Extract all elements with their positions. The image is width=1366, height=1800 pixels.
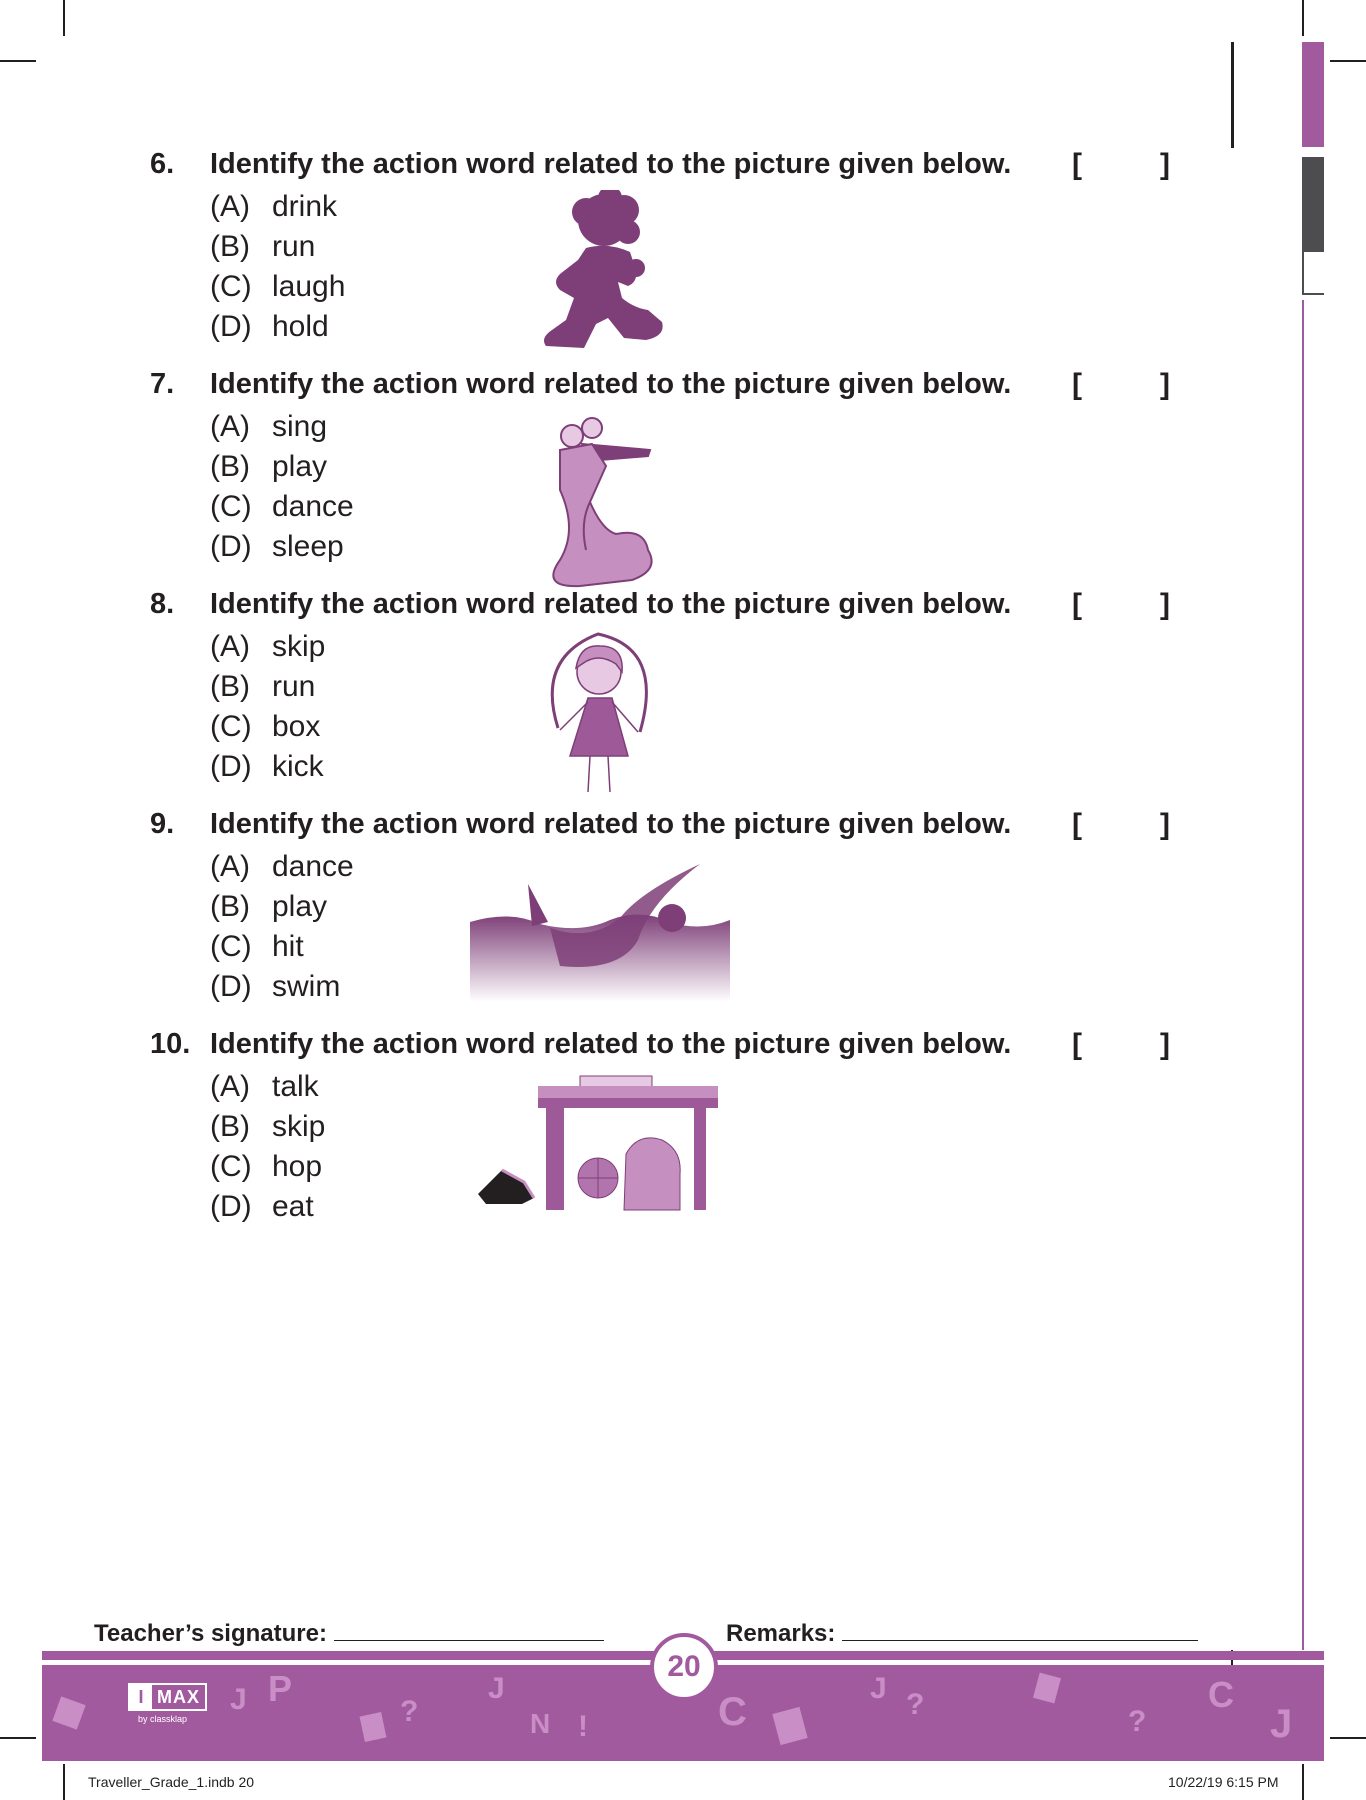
crop-mark [1330, 1737, 1366, 1739]
answer-bracket-close: ] [1160, 368, 1170, 401]
doodle-icon: J [488, 1672, 505, 1705]
question-text: Identify the action word related to the picture given below. [210, 148, 1012, 180]
doodle-icon: N [530, 1708, 551, 1739]
answer-bracket-close: ] [1160, 148, 1170, 181]
girl-skipping-rope-picture [536, 628, 666, 803]
option-c: (C) box [210, 710, 321, 743]
option-a: (A) talk [210, 1070, 319, 1103]
crop-mark [1302, 0, 1304, 36]
answer-bracket-close: ] [1160, 588, 1170, 621]
doodle-icon: ! [578, 1710, 588, 1743]
question-number: 8. [150, 588, 175, 620]
question-number: 10. [150, 1028, 191, 1060]
option-d: (D) eat [210, 1190, 314, 1223]
option-a: (A) sing [210, 410, 328, 443]
edge-tab-accent [1302, 42, 1324, 147]
answer-bracket-close: ] [1160, 1028, 1170, 1061]
option-c: (C) laugh [210, 270, 346, 303]
answer-bracket-open: [ [1072, 588, 1082, 621]
option-c: (C) hop [210, 1150, 323, 1183]
question-number: 7. [150, 368, 175, 400]
answer-bracket-open: [ [1072, 1028, 1082, 1061]
doodle-icon: C [718, 1690, 747, 1734]
option-a: (A) drink [210, 190, 338, 223]
option-c: (C) dance [210, 490, 354, 523]
margin-rule [1231, 42, 1234, 148]
crop-mark [0, 1737, 36, 1739]
option-b: (B) run [210, 230, 316, 263]
page-number: 20 [650, 1633, 718, 1701]
logo-text: MAX [157, 1687, 200, 1707]
slug-datetime: 10/22/19 6:15 PM [1168, 1774, 1279, 1790]
answer-bracket-open: [ [1072, 368, 1082, 401]
edge-rule [1302, 300, 1304, 1650]
edge-tab-outline [1302, 293, 1324, 295]
logo-subtitle: by classklap [138, 1714, 188, 1724]
doodle-icon: ? [906, 1688, 925, 1721]
option-d: (D) sleep [210, 530, 344, 563]
crop-mark [0, 60, 36, 62]
teacher-signature [94, 1618, 604, 1648]
teacher-signature-blank[interactable] [334, 1618, 604, 1641]
option-b: (B) skip [210, 1110, 326, 1143]
doodle-icon: J [230, 1683, 247, 1716]
option-b: (B) run [210, 670, 316, 703]
doodle-icon: P [268, 1668, 293, 1709]
doodle-icon: ? [400, 1695, 419, 1728]
slug-file: Traveller_Grade_1.indb 20 [88, 1774, 255, 1790]
crop-mark [63, 0, 65, 36]
doodle-icon: J [870, 1672, 887, 1705]
crop-mark [1302, 1764, 1304, 1800]
option-c: (C) hit [210, 930, 304, 963]
question-text: Identify the action word related to the picture given below. [210, 1028, 1012, 1060]
crop-mark [1330, 60, 1366, 62]
option-b: (B) play [210, 450, 328, 483]
question-text: Identify the action word related to the picture given below. [210, 808, 1012, 840]
imax-logo: I MAX by classklap [128, 1683, 207, 1724]
doodle-icon: C [1208, 1674, 1234, 1715]
answer-bracket-close: ] [1160, 808, 1170, 841]
question-number: 9. [150, 808, 175, 840]
running-child-picture [538, 190, 668, 350]
option-d: (D) kick [210, 750, 324, 783]
question-number: 6. [150, 148, 175, 180]
table-ball-bag-picture [478, 1070, 728, 1212]
option-a: (A) dance [210, 850, 354, 883]
doodle-icon: ? [1128, 1705, 1147, 1738]
question-text: Identify the action word related to the picture given below. [210, 588, 1012, 620]
doodle-icon: J [1270, 1702, 1293, 1746]
option-a: (A) skip [210, 630, 326, 663]
option-b: (B) play [210, 890, 328, 923]
dancing-couple-picture [520, 410, 670, 590]
edge-tab-dark [1302, 157, 1324, 252]
remarks [726, 1618, 1198, 1648]
edge-tab-outline [1302, 252, 1304, 294]
question-text: Identify the action word related to the picture given below. [210, 368, 1012, 400]
answer-bracket-open: [ [1072, 148, 1082, 181]
swimmer-picture [470, 862, 730, 1002]
answer-bracket-open: [ [1072, 808, 1082, 841]
option-d: (D) swim [210, 970, 341, 1003]
remarks-label: Remarks: [726, 1620, 836, 1647]
option-d: (D) hold [210, 310, 329, 343]
crop-mark [63, 1764, 65, 1800]
teacher-signature-label: Teacher’s signature: [94, 1620, 327, 1647]
remarks-blank[interactable] [842, 1618, 1198, 1641]
